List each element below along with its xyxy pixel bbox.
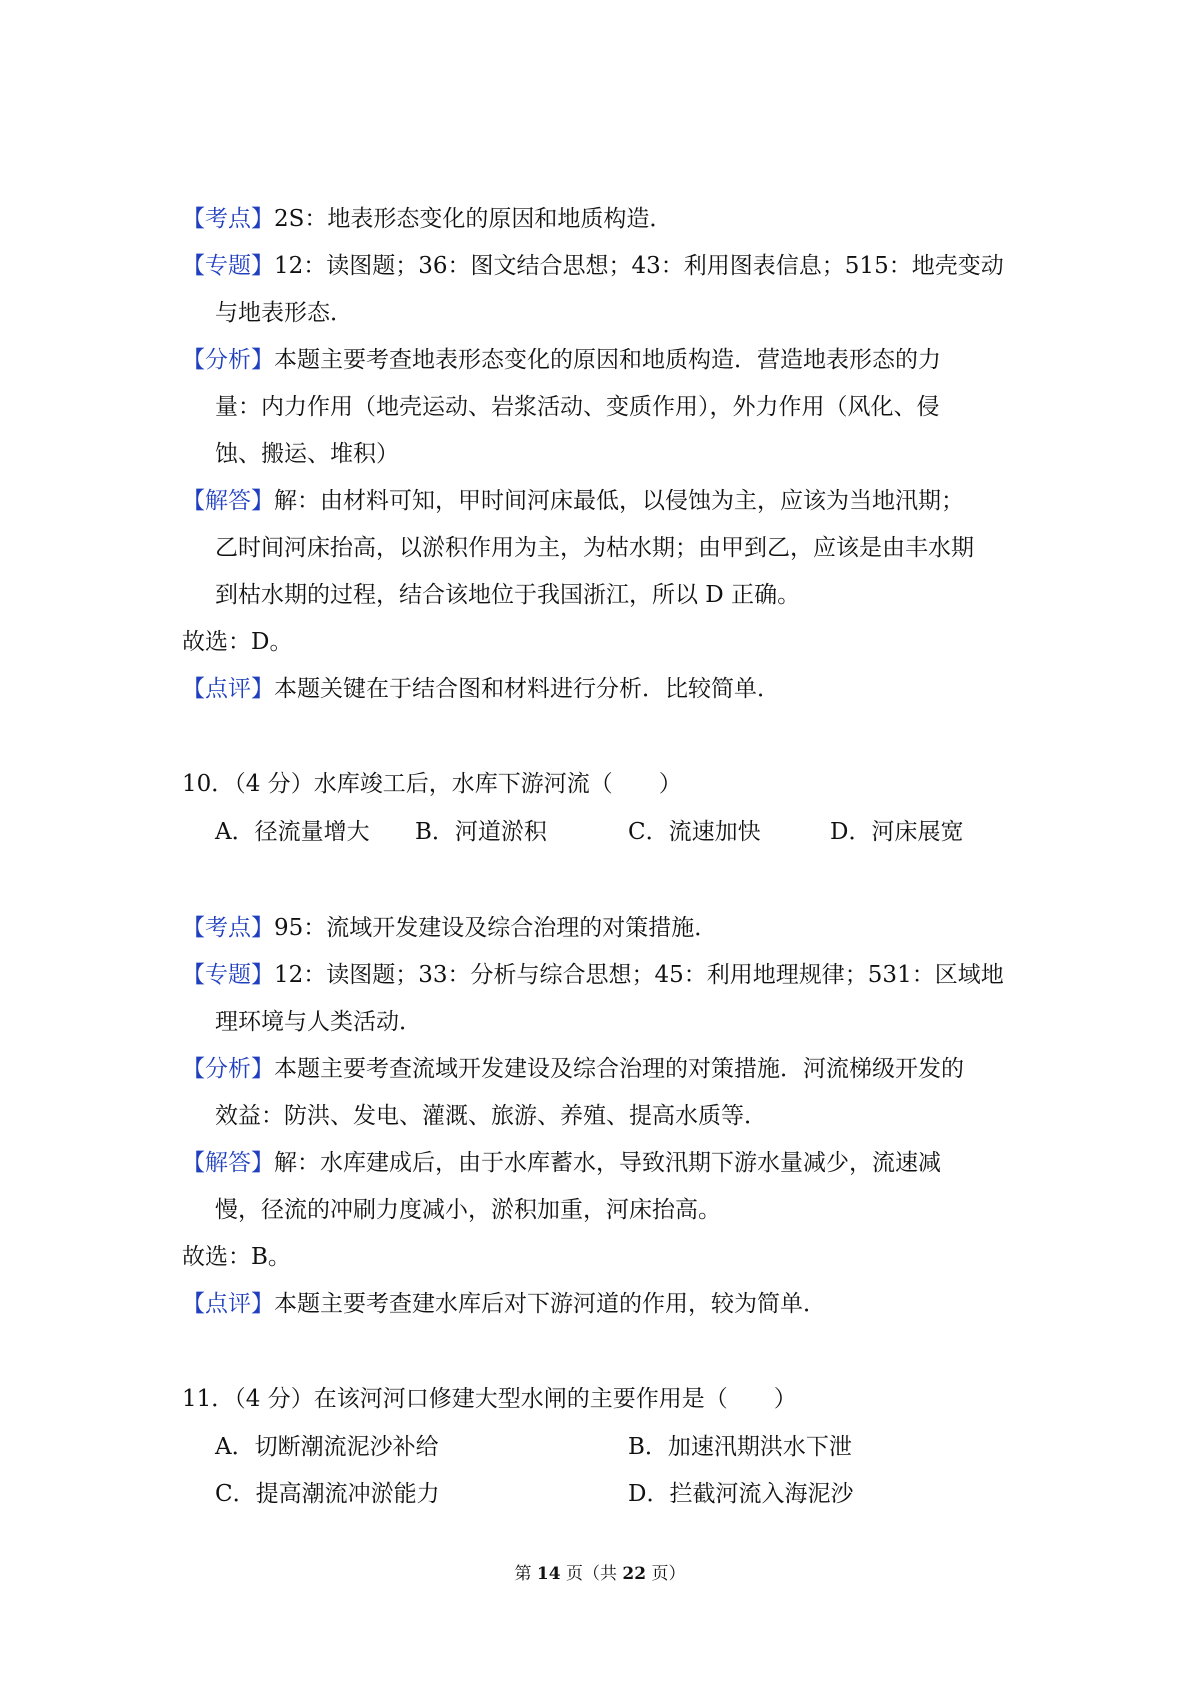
- q10-jieda: [182, 1148, 1042, 1178]
- q9-kaodian: [182, 204, 1042, 234]
- q11-option-d: D．拦截河流入海泥沙: [628, 1481, 854, 1507]
- q10-option-b: B．河道淤积: [415, 819, 547, 845]
- q10-dianping: [182, 1289, 1042, 1319]
- fenxi-text: 本题主要考查流域开发建设及综合治理的对策措施．河流梯级开发的: [274, 1056, 964, 1082]
- jieda-text: 解：水库建成后，由于水库蓄水，导致汛期下游水量减少，流速减: [274, 1150, 941, 1176]
- kaodian-text: 95：流域开发建设及综合治理的对策措施．: [274, 915, 718, 941]
- fenxi-tag: 【分析】: [182, 1056, 274, 1082]
- footer-suffix: 页）: [646, 1564, 686, 1584]
- q10-jieda-cont: 慢，径流的冲刷力度减小，淤积加重，河床抬高。: [215, 1197, 721, 1223]
- kaodian-tag: 【考点】: [182, 915, 274, 941]
- q10-fenxi: [182, 1054, 1042, 1084]
- footer-middle: 页（共: [560, 1564, 623, 1584]
- q10-option-d: D．河床展宽: [830, 819, 964, 845]
- q9-fenxi: [182, 345, 1042, 375]
- q10-option-a: A．径流量增大: [215, 819, 370, 845]
- q11-stem: 11．（4 分）在该河河口修建大型水闸的主要作用是（ ）: [182, 1386, 797, 1412]
- zhuanti-text: 12：读图题；36：图文结合思想；43：利用图表信息；515：地壳变动: [274, 253, 1004, 279]
- zhuanti-tag: 【专题】: [182, 253, 274, 279]
- q10-option-c: C．流速加快: [628, 819, 761, 845]
- q9-fenxi-cont-2: 蚀、搬运、堆积）: [215, 441, 399, 467]
- q10-answer: 故选：B。: [182, 1244, 291, 1270]
- zhuanti-text: 12：读图题；33：分析与综合思想；45：利用地理规律；531：区域地: [274, 962, 1004, 988]
- kaodian-tag: 【考点】: [182, 206, 274, 232]
- footer-prefix: 第: [514, 1564, 537, 1584]
- total-pages: 22: [622, 1564, 647, 1584]
- q11-option-b: B．加速汛期洪水下泄: [628, 1434, 852, 1460]
- q11-option-a: A．切断潮流泥沙补给: [215, 1434, 439, 1460]
- q9-fenxi-cont-1: 量：内力作用（地壳运动、岩浆活动、变质作用），外力作用（风化、侵: [215, 394, 940, 420]
- page-number: 14: [536, 1564, 561, 1584]
- dianping-text: 本题主要考查建水库后对下游河道的作用，较为简单．: [274, 1291, 826, 1317]
- q11-option-c: C．提高潮流冲淤能力: [215, 1481, 440, 1507]
- q9-zhuanti: [182, 251, 1042, 281]
- fenxi-text: 本题主要考查地表形态变化的原因和地质构造．营造地表形态的力: [274, 347, 941, 373]
- zhuanti-tag: 【专题】: [182, 962, 274, 988]
- q9-dianping: [182, 674, 1042, 704]
- q10-zhuanti-cont: 理环境与人类活动．: [215, 1009, 422, 1035]
- q9-jieda: [182, 486, 1042, 516]
- jieda-tag: 【解答】: [182, 1150, 274, 1176]
- dianping-tag: 【点评】: [182, 1291, 274, 1317]
- page-footer: [0, 1562, 1200, 1586]
- jieda-text: 解：由材料可知，甲时间河床最低，以侵蚀为主，应该为当地汛期；: [274, 488, 964, 514]
- q9-zhuanti-cont: 与地表形态．: [215, 300, 353, 326]
- kaodian-text: 2S：地表形态变化的原因和地质构造．: [274, 206, 673, 232]
- q10-kaodian: [182, 913, 1042, 943]
- q9-jieda-cont-1: 乙时间河床抬高，以淤积作用为主，为枯水期；由甲到乙，应该是由丰水期: [215, 535, 974, 561]
- q9-jieda-cont-2: 到枯水期的过程，结合该地位于我国浙江，所以 D 正确。: [215, 582, 801, 608]
- q10-fenxi-cont: 效益：防洪、发电、灌溉、旅游、养殖、提高水质等．: [215, 1103, 767, 1129]
- dianping-tag: 【点评】: [182, 676, 274, 702]
- q9-answer: 故选：D。: [182, 629, 293, 655]
- q10-stem: 10．（4 分）水库竣工后，水库下游河流（ ）: [182, 771, 682, 797]
- jieda-tag: 【解答】: [182, 488, 274, 514]
- dianping-text: 本题关键在于结合图和材料进行分析．比较简单．: [274, 676, 780, 702]
- fenxi-tag: 【分析】: [182, 347, 274, 373]
- q10-zhuanti: [182, 960, 1042, 990]
